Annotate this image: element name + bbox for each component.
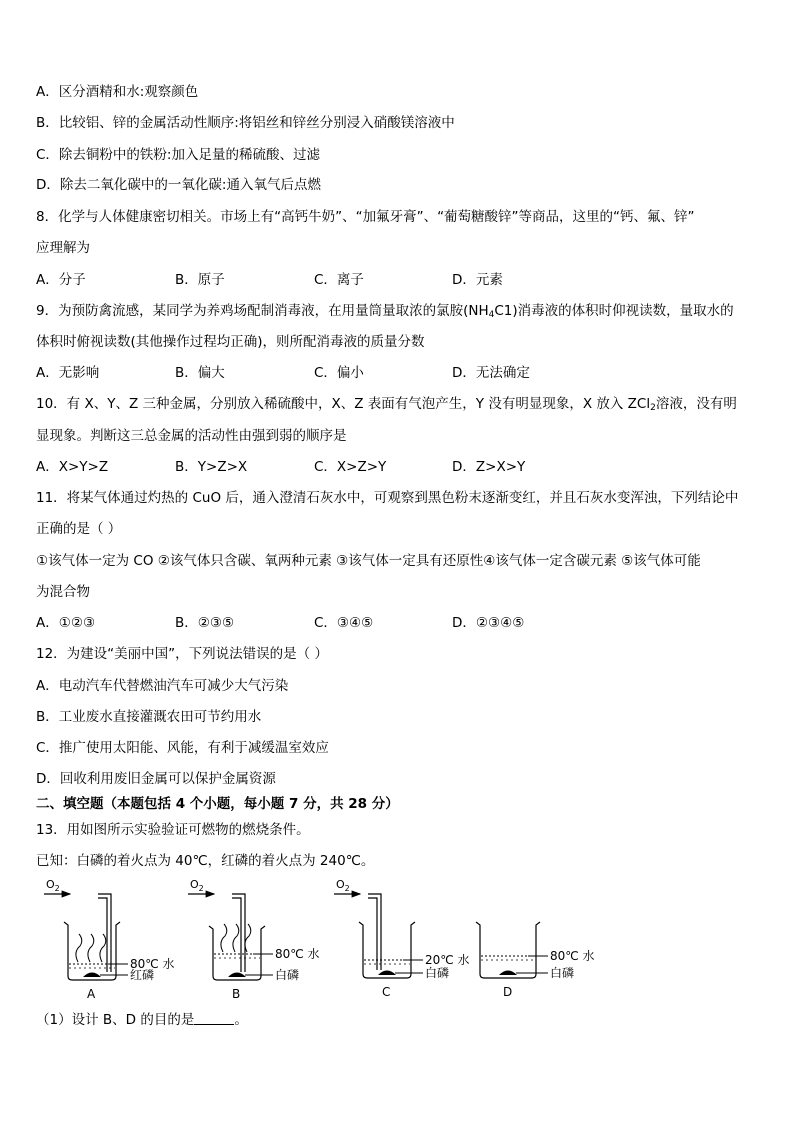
gas-label: $O_2$ — [336, 878, 350, 893]
q8-options — [36, 272, 756, 288]
q11-stem-line2: 正确的是（ ） — [36, 521, 122, 537]
beaker-letter: B — [232, 987, 241, 1001]
solid-label: 白磷 — [550, 966, 575, 980]
phosphorus-sample — [228, 973, 246, 978]
q9-option-b: B．偏大 — [175, 365, 225, 381]
phosphorus-sample — [83, 973, 101, 978]
phosphorus-sample — [499, 971, 517, 976]
gas-tube — [98, 894, 111, 972]
q12-stem: 12．为建设“美丽中国”，下列说法错误的是（ ） — [36, 646, 328, 662]
beaker-outline — [359, 922, 415, 978]
beaker-outline — [209, 926, 265, 980]
q11-stem-line1: 11．将某气体通过灼热的 CuO 后，通入澄清石灰水中，可观察到黑色粉末逐渐变红，并且石灰水变浑浊，下列结论中 — [36, 490, 739, 506]
q8-stem-line2: 应理解为 — [36, 240, 90, 256]
beaker-letter: A — [87, 987, 96, 1001]
flame-icon — [88, 934, 94, 962]
solid-label: 白磷 — [275, 968, 300, 982]
q9-stem-line2: 体积时俯视读数(其他操作过程均正确)，则所配消毒液的质量分数 — [36, 334, 425, 350]
gas-tube — [368, 894, 381, 970]
gas-label: $O_2$ — [190, 878, 204, 893]
q12-option-a: A．电动汽车代替燃油汽车可减少大气污染 — [36, 678, 289, 694]
q12-option-d: D．回收利用废旧金属可以保护金属资源 — [36, 771, 276, 787]
flame-icon — [76, 934, 82, 962]
q8-option-a: A．分子 — [36, 272, 86, 288]
q11-statements-line1: ①该气体一定为 CO ②该气体只含碳、氧两种元素 ③该气体一定具有还原性④该气体一定含碳元素 ⑤该气体可能 — [36, 553, 701, 569]
gas-tube-inner — [98, 898, 107, 972]
flame-icon — [245, 924, 251, 952]
gas-label: $O_2$ — [46, 878, 60, 893]
experiment-figure — [36, 874, 596, 1008]
beaker-letter: D — [503, 985, 513, 999]
q8-option-d: D．元素 — [452, 272, 503, 288]
q9-option-c: C．偏小 — [314, 365, 364, 381]
beaker-a — [44, 878, 175, 1001]
section-heading: 二、填空题（本题包括 4 个小题，每小题 7 分，共 28 分） — [36, 796, 399, 812]
q9-stem-line1: 9．为预防禽流感，某同学为养鸡场配制消毒液，在用量筒量取浓的氯胺$(NH_4C1)$消毒液的体积时仰视读数，量取水的 — [36, 303, 734, 320]
q11-option-c: C．③④⑤ — [314, 615, 374, 631]
q10-stem-line2: 显现象。判断这三总金属的活动性由强到弱的顺序是 — [36, 428, 347, 444]
water-label: 80℃ 水 — [130, 957, 175, 971]
q10-option-d: D．Z>X>Y — [452, 459, 526, 475]
beaker-c — [334, 878, 470, 999]
water-label: 80℃ 水 — [550, 949, 595, 963]
q11-option-a: A．①②③ — [36, 615, 96, 631]
q7-option-a: A．区分酒精和水:观察颜色 — [36, 84, 199, 100]
gas-tube-inner — [232, 898, 241, 972]
water-label: 80℃ 水 — [275, 947, 320, 961]
q13-sub1: （1）设计 B、D 的目的是 。 — [36, 1012, 248, 1028]
q10-stem-line1: 10．有 X、Y、Z 三种金属，分别放入稀硫酸中，X、Z 表面有气泡产生，Y 没有明显现象，X 放入 ZCl$_2$溶液，没有明 — [36, 396, 737, 413]
solid-label: 白磷 — [425, 966, 450, 980]
q7-option-d: D．除去二氧化碳中的一氧化碳:通入氧气后点燃 — [36, 177, 321, 193]
q7-option-c: C．除去铜粉中的铁粉:加入足量的稀硫酸、过滤 — [36, 147, 320, 163]
q12-option-b: B．工业废水直接灌溉农田可节约用水 — [36, 709, 262, 725]
q11-options — [36, 615, 756, 631]
q8-option-c: C．离子 — [314, 272, 364, 288]
q9-option-a: A．无影响 — [36, 365, 100, 381]
q9-options — [36, 365, 756, 381]
q11-statements-line2: 为混合物 — [36, 584, 90, 600]
q8-stem-line1: 8．化学与人体健康密切相关。市场上有“高钙牛奶”、“加氟牙膏”、“葡萄糖酸锌”等商品，这里的“钙、氟、锌” — [36, 209, 695, 225]
answer-blank[interactable] — [194, 1012, 234, 1025]
q7-option-b: B．比较铝、锌的金属活动性顺序:将铝丝和锌丝分别浸入硝酸镁溶液中 — [36, 115, 455, 131]
q10-options — [36, 459, 756, 475]
q11-option-d: D．②③④⑤ — [452, 615, 525, 631]
q8-option-b: B．原子 — [175, 272, 225, 288]
q10-option-b: B．Y>Z>X — [175, 459, 248, 475]
q13-known: 已知：白磷的着火点为 40℃，红磷的着火点为 240℃。 — [36, 853, 375, 869]
beaker-d — [476, 922, 595, 999]
q12-option-c: C．推广使用太阳能、风能，有利于减缓温室效应 — [36, 740, 329, 756]
gas-tube-inner — [368, 898, 377, 970]
q9-option-d: D．无法确定 — [452, 365, 530, 381]
beaker-b — [188, 878, 320, 1001]
solid-label: 红磷 — [130, 968, 155, 982]
q10-option-c: C．X>Z>Y — [314, 459, 387, 475]
q13-stem: 13．用如图所示实验验证可燃物的燃烧条件。 — [36, 822, 310, 838]
flame-icon — [233, 924, 239, 952]
water-label: 20℃ 水 — [425, 953, 470, 967]
phosphorus-sample — [378, 971, 396, 976]
beaker-outline — [476, 922, 540, 978]
q10-option-a: A．X>Y>Z — [36, 459, 109, 475]
flame-icon — [100, 934, 106, 962]
beaker-letter: C — [382, 985, 391, 999]
q11-option-b: B．②③⑤ — [175, 615, 235, 631]
flame-icon — [221, 924, 227, 952]
